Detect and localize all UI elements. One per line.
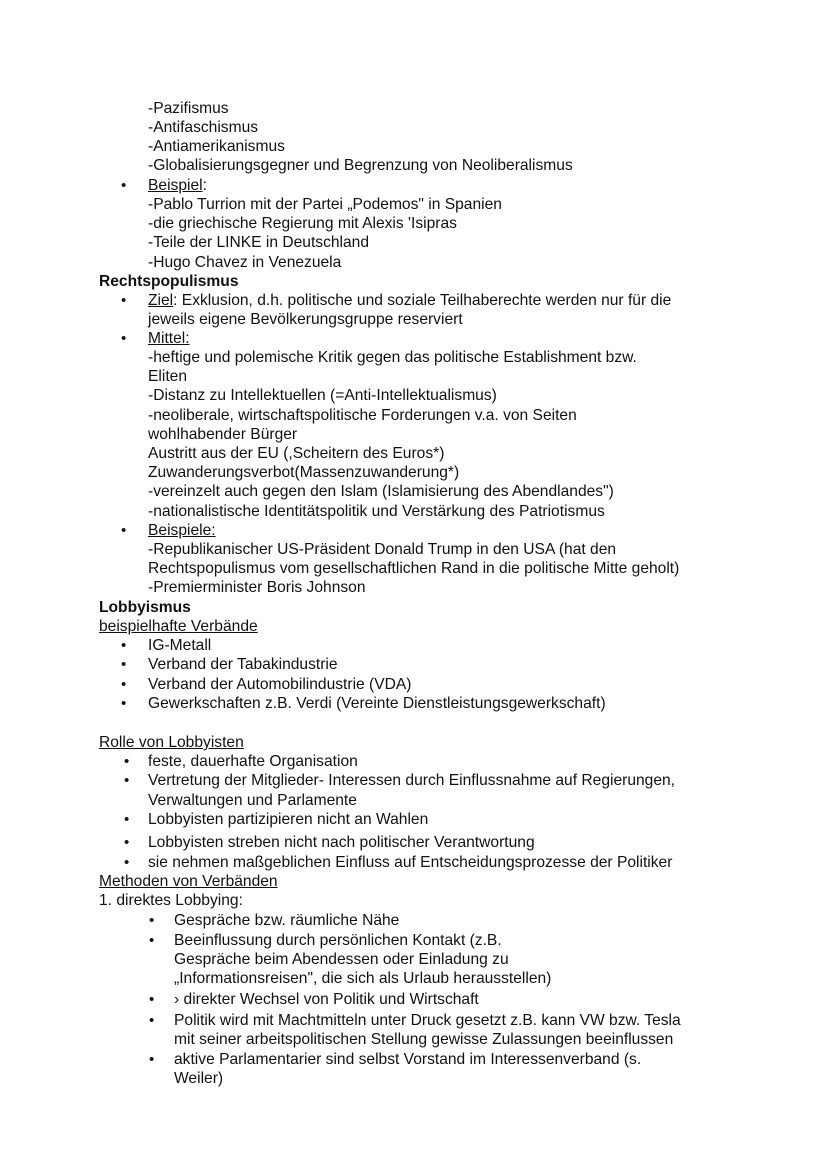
bullet-icon	[149, 911, 154, 930]
mittel-label: Mittel:	[148, 330, 190, 347]
list-item: Vertretung der Mitglieder- Interessen durch Einflussnahme auf Regierungen,	[148, 772, 676, 789]
text-line: -Republikanischer US-Präsident Donald Trump in den USA (hat den	[148, 541, 617, 558]
text-line: wohlhabender Bürger	[148, 426, 298, 443]
list-item: IG-Metall	[148, 637, 212, 654]
ziel-text: : Exklusion, d.h. politische und soziale Teilhaberechte werden nur für die	[173, 292, 672, 309]
list-item: Gewerkschaften z.B. Verdi (Vereinte Dienstleistungsgewerkschaft)	[148, 695, 606, 712]
list-item-continuation: Gespräche beim Abendessen oder Einladung zu	[174, 951, 509, 968]
text-line: -Premierminister Boris Johnson	[148, 579, 366, 596]
bullet-icon	[149, 1011, 154, 1030]
list-item: Gespräche bzw. räumliche Nähe	[174, 912, 400, 929]
beispiel-label-line	[148, 176, 207, 195]
text-line: -Pazifismus	[148, 100, 229, 117]
text-line: -nationalistische Identitätspolitik und Verstärkung des Patriotismus	[148, 503, 605, 520]
list-item-continuation: „Informationsreisen", die sich als Urlaub herausstellen)	[174, 970, 552, 987]
list-item: Lobbyisten streben nicht nach politischer Verantwortung	[148, 834, 535, 851]
subheading-methoden: Methoden von Verbänden	[99, 873, 278, 890]
list-item-continuation: Verwaltungen und Parlamente	[148, 792, 357, 809]
list-item: Verband der Tabakindustrie	[148, 656, 338, 673]
text-line: -heftige und polemische Kritik gegen das politische Establishment bzw.	[148, 349, 637, 366]
list-item: Verband der Automobilindustrie (VDA)	[148, 676, 412, 693]
ziel-label: Ziel	[148, 292, 174, 309]
bullet-icon	[121, 521, 126, 540]
bullet-icon	[121, 636, 126, 655]
section-heading-lobbyismus: Lobbyismus	[99, 599, 191, 616]
text-line: -Antifaschismus	[148, 119, 259, 136]
text-line: Eliten	[148, 368, 188, 385]
bullet-icon	[121, 291, 126, 310]
bullet-icon	[124, 810, 129, 829]
list-item: feste, dauerhafte Organisation	[148, 753, 358, 770]
list-item: sie nehmen maßgeblichen Einfluss auf Entscheidungsprozesse der Politiker	[148, 854, 673, 871]
bullet-icon	[124, 771, 129, 790]
bullet-icon	[121, 329, 126, 348]
text-line: -Globalisierungsgegner und Begrenzung von Neoliberalismus	[148, 157, 573, 174]
list-item: aktive Parlamentarier sind selbst Vorstand im Interessenverband (s.	[174, 1051, 642, 1068]
bullet-icon	[121, 694, 126, 713]
beispiel-label: Beispiel	[148, 177, 203, 194]
bullet-icon	[149, 990, 154, 1009]
text-line: -Pablo Turrion mit der Partei „Podemos" in Spanien	[148, 196, 502, 213]
section-heading-rechtspopulismus: Rechtspopulismus	[99, 273, 239, 290]
list-item: Beeinflussung durch persönlichen Kontakt (z.B.	[174, 932, 502, 949]
text-line: -die griechische Regierung mit Alexis 'Isipras	[148, 215, 457, 232]
list-item-continuation: Weiler)	[174, 1070, 224, 1087]
subheading-direktes-lobbying: 1. direktes Lobbying:	[99, 892, 243, 909]
bullet-icon	[124, 752, 129, 771]
list-item: Politik wird mit Machtmitteln unter Druck gesetzt z.B. kann VW bzw. Tesla	[174, 1012, 681, 1029]
text-line: -Hugo Chavez in Venezuela	[148, 254, 342, 271]
list-item: Lobbyisten partizipieren nicht an Wahlen	[148, 811, 429, 828]
subheading-rolle: Rolle von Lobbyisten	[99, 734, 244, 751]
beispiel-colon: :	[202, 177, 207, 194]
bullet-icon	[149, 931, 154, 950]
text-line: -vereinzelt auch gegen den Islam (Islamisierung des Abendlandes")	[148, 483, 614, 500]
text-line: -Distanz zu Intellektuellen (=Anti-Intellektualismus)	[148, 387, 497, 404]
bullet-icon	[121, 675, 126, 694]
list-item: › direkter Wechsel von Politik und Wirtschaft	[174, 991, 479, 1008]
subheading-verbaende: beispielhafte Verbände	[99, 618, 258, 635]
bullet-icon	[124, 853, 129, 872]
bullet-icon	[124, 833, 129, 852]
text-line: Austritt aus der EU (,Scheitern des Euros*)	[148, 445, 445, 462]
bullet-icon	[149, 1050, 154, 1069]
text-line: jeweils eigene Bevölkerungsgruppe reserviert	[148, 311, 463, 328]
text-line: -Antiamerikanismus	[148, 138, 285, 155]
list-item-continuation: mit seiner arbeitspolitischen Stellung gewisse Zulassungen beeinflussen	[174, 1031, 674, 1048]
text-line: -Teile der LINKE in Deutschland	[148, 234, 370, 251]
bullet-icon	[121, 655, 126, 674]
beispiele-label: Beispiele:	[148, 522, 216, 539]
bullet-icon	[121, 176, 126, 195]
text-line: -neoliberale, wirtschaftspolitische Forderungen v.a. von Seiten	[148, 407, 577, 424]
ziel-line	[148, 291, 671, 310]
text-line: Rechtspopulismus vom gesellschaftlichen Rand in die politische Mitte geholt)	[148, 560, 680, 577]
text-line: Zuwanderungsverbot(Massenzuwanderung*)	[148, 464, 460, 481]
